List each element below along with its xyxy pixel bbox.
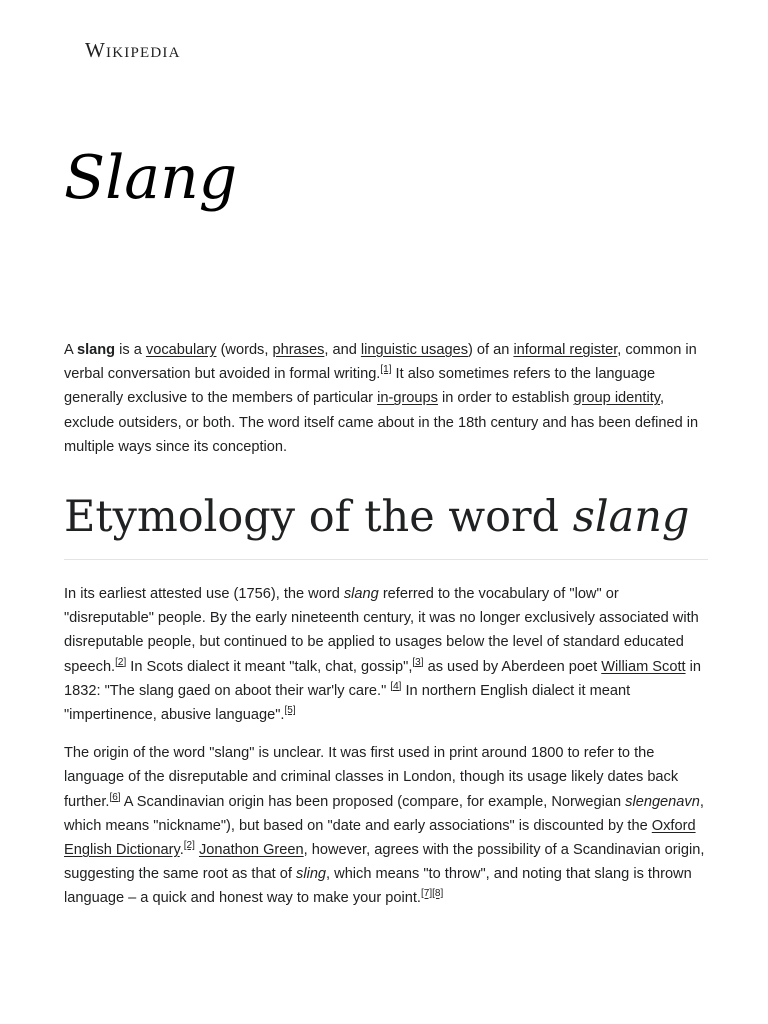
reference-7-8 <box>421 889 443 900</box>
reference-link-7[interactable]: [7] <box>420 888 433 900</box>
reference-6 <box>109 792 120 803</box>
text: , and <box>324 342 361 358</box>
link-group-identity[interactable]: group identity <box>573 390 660 407</box>
text: A <box>64 342 77 358</box>
text: , however, agrees with the possibility of a Scandinavian origin, suggesting the same root as that of <box>64 842 705 883</box>
text: (words, <box>216 342 273 358</box>
text: . <box>179 842 184 859</box>
article-content <box>64 338 708 911</box>
text: In northern English dialect it meant "impertinence, abusive language". <box>64 682 631 724</box>
text: In its earliest attested use (1756), the word <box>64 586 344 603</box>
text: A Scandinavian origin has been proposed (compare, for example, Norwegian <box>120 793 626 810</box>
link-vocabulary[interactable]: vocabulary <box>145 342 217 358</box>
link-william-scott[interactable]: William Scott <box>601 658 686 675</box>
reference-link-6[interactable]: [6] <box>109 791 121 803</box>
bold-term: slang <box>76 342 116 358</box>
text: referred to the vocabulary of "low" or "disreputable" people. By the early nineteenth century, it was no longer exclusively associated with disreputable people, but continued to be applied to usages below the level of standard educated speech. <box>64 586 699 675</box>
etymology-paragraph-2 <box>64 741 708 910</box>
text: , exclude outsiders, or both. The word itself came about in the 18th century and has been defined in multiple ways since its conception. <box>64 390 699 455</box>
page-title: Slang <box>64 143 238 213</box>
text: as used by Aberdeen poet <box>423 658 602 675</box>
reference-3 <box>412 657 423 668</box>
etymology-paragraph-1 <box>64 582 708 727</box>
heading-text: Etymology of the word <box>64 492 573 543</box>
link-linguistic-usages[interactable]: linguistic usages <box>360 342 468 358</box>
italic-term: sling <box>296 866 327 883</box>
reference-2b <box>184 840 195 851</box>
text: is a <box>115 342 146 358</box>
text: , common in verbal conversation but avoided in formal writing. <box>64 342 697 383</box>
text: ) of an <box>468 342 514 358</box>
link-informal-register[interactable]: informal register <box>513 342 618 358</box>
reference-link-3[interactable]: [3] <box>412 656 424 668</box>
reference-link-4[interactable]: [4] <box>390 680 402 692</box>
link-phrases[interactable]: phrases <box>272 342 325 358</box>
reference-4 <box>390 681 401 692</box>
reference-link-2[interactable]: [2] <box>115 656 127 668</box>
text: The origin of the word "slang" is unclear. It was first used in print around 1800 to refer to the language of the disreputable and criminal classes in London, though its usage likely dates back further. <box>64 745 679 810</box>
reference-link-1[interactable]: [1] <box>380 364 392 376</box>
reference-link-5[interactable]: [5] <box>284 705 296 717</box>
italic-term: slengenavn <box>625 793 700 810</box>
text: It also sometimes refers to the language generally exclusive to the members of particular <box>64 366 656 407</box>
intro-paragraph <box>64 338 708 459</box>
link-jonathon-green[interactable]: Jonathon Green <box>198 842 304 859</box>
reference-link-2b[interactable]: [2] <box>183 840 195 852</box>
text: , which means "to throw", and noting that slang is thrown language – a quick and honest way to make your point. <box>64 866 692 907</box>
text: in order to establish <box>437 390 574 407</box>
text: in 1832: "The slang gaed on aboot their war'ly care." <box>64 658 701 699</box>
link-oxford-english-dictionary[interactable]: Oxford English Dictionary <box>64 817 696 859</box>
wikipedia-logo[interactable]: Wikipedia <box>85 38 181 62</box>
reference-5 <box>285 705 296 716</box>
heading-italic: slang <box>572 492 690 543</box>
reference-2 <box>115 657 126 668</box>
link-in-groups[interactable]: in-groups <box>377 390 438 407</box>
text: In Scots dialect it meant "talk, chat, gossip", <box>126 658 413 675</box>
reference-1 <box>380 364 391 375</box>
reference-link-8[interactable]: [8] <box>432 888 444 900</box>
italic-term: slang <box>343 586 379 603</box>
section-heading-etymology <box>64 489 708 560</box>
text: , which means "nickname"), but based on "date and early associations" is discounted by the <box>64 793 704 834</box>
